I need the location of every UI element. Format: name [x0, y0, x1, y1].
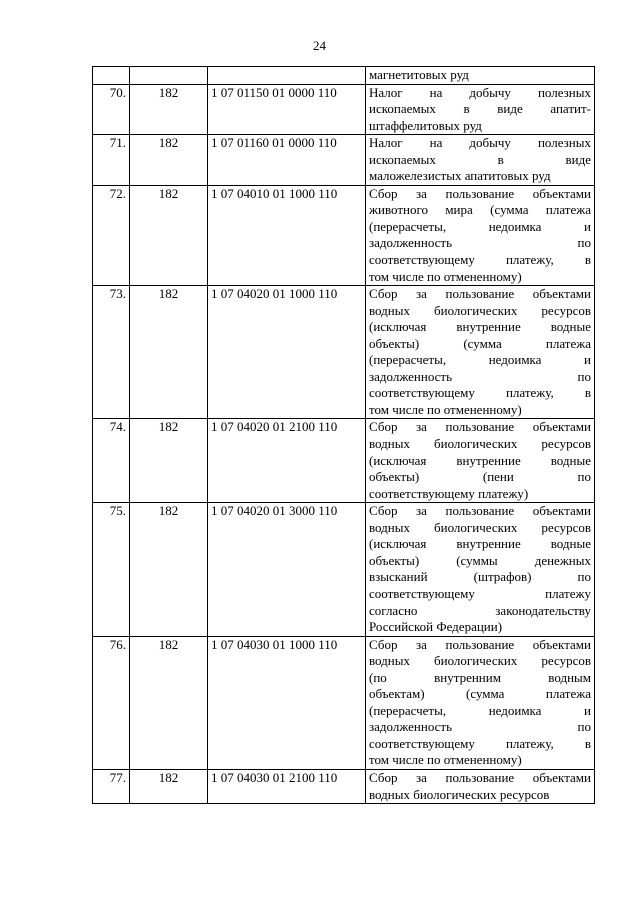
- page-number: 24: [313, 38, 326, 53]
- table-row: [93, 769, 595, 803]
- revenue-name-line: взысканий (штрафов) по: [369, 569, 591, 585]
- row-number: 73.: [93, 286, 130, 419]
- revenue-name-line: (перерасчеты, недоимка и: [369, 702, 591, 718]
- table-row: [93, 84, 595, 135]
- revenue-name: [366, 636, 595, 769]
- row-number: [93, 67, 130, 85]
- revenue-name-line: (по внутренним водным: [369, 669, 591, 685]
- revenue-name-line: объекты) (сумма платежа: [369, 335, 591, 351]
- budget-classification-code: 1 07 04020 01 2100 110: [208, 419, 366, 503]
- row-number: 70.: [93, 84, 130, 135]
- budget-classification-code: [208, 67, 366, 85]
- admin-code: 182: [130, 503, 208, 636]
- revenue-name-line: магнетитовых руд: [369, 67, 469, 82]
- budget-classification-code: 1 07 01150 01 0000 110: [208, 84, 366, 135]
- revenue-name-line: соответствующему платежу: [369, 585, 591, 601]
- revenue-name: [366, 769, 595, 803]
- admin-code: 182: [130, 769, 208, 803]
- revenue-name: [366, 419, 595, 503]
- revenue-name-line: Сбор за пользование объектами: [369, 286, 591, 302]
- revenue-name: [366, 185, 595, 285]
- budget-classification-code: 1 07 04020 01 3000 110: [208, 503, 366, 636]
- revenue-name-line: штаффелитовых руд: [369, 117, 482, 133]
- revenue-name-line: водных биологических ресурсов: [369, 519, 591, 535]
- revenue-name-line: (перерасчеты, недоимка и: [369, 218, 591, 234]
- revenue-name-line: водных биологических ресурсов: [369, 653, 591, 669]
- table-row: [93, 135, 595, 186]
- revenue-name-line: водных биологических ресурсов: [369, 436, 591, 452]
- budget-codes-table: [92, 66, 595, 804]
- revenue-name-line: объектам) (сумма платежа: [369, 686, 591, 702]
- row-number: 72.: [93, 185, 130, 285]
- budget-classification-code: 1 07 04020 01 1000 110: [208, 286, 366, 419]
- revenue-name: [366, 503, 595, 636]
- budget-classification-code: 1 07 04030 01 1000 110: [208, 636, 366, 769]
- revenue-name-line: соответствующему платежу, в: [369, 252, 591, 268]
- table-row: [93, 503, 595, 636]
- revenue-name: [366, 67, 595, 85]
- row-number: 75.: [93, 503, 130, 636]
- revenue-name-line: том числе по отмененному): [369, 268, 522, 284]
- table-row: [93, 419, 595, 503]
- revenue-name-line: объекты) (суммы денежных: [369, 552, 591, 568]
- revenue-name-line: соответствующему платежу): [369, 485, 529, 501]
- admin-code: [130, 67, 208, 85]
- revenue-name-line: Российской Федерации): [369, 619, 503, 635]
- admin-code: 182: [130, 135, 208, 186]
- revenue-name-line: Сбор за пользование объектами: [369, 503, 591, 519]
- admin-code: 182: [130, 419, 208, 503]
- revenue-name-line: Сбор за пользование объектами: [369, 769, 591, 785]
- admin-code: 182: [130, 185, 208, 285]
- revenue-name: [366, 135, 595, 186]
- revenue-name-line: ископаемых в виде апатит-: [369, 101, 591, 117]
- revenue-name-line: соответствующему платежу, в: [369, 735, 591, 751]
- revenue-name-line: водных биологических ресурсов: [369, 786, 550, 802]
- revenue-name-line: задолженность по: [369, 719, 591, 735]
- admin-code: 182: [130, 636, 208, 769]
- row-number: 76.: [93, 636, 130, 769]
- revenue-name-line: ископаемых в виде: [369, 151, 591, 167]
- revenue-name-line: Налог на добычу полезных: [369, 84, 591, 100]
- revenue-name: [366, 286, 595, 419]
- revenue-name-line: задолженность по: [369, 368, 591, 384]
- revenue-name-line: водных биологических ресурсов: [369, 302, 591, 318]
- revenue-name-line: согласно законодательству: [369, 602, 591, 618]
- revenue-name-line: Сбор за пользование объектами: [369, 185, 591, 201]
- table-row: [93, 185, 595, 285]
- row-number: 74.: [93, 419, 130, 503]
- table-row: [93, 286, 595, 419]
- revenue-name-line: (перерасчеты, недоимка и: [369, 352, 591, 368]
- budget-classification-code: 1 07 04030 01 2100 110: [208, 769, 366, 803]
- revenue-name-line: объекты) (пени по: [369, 469, 591, 485]
- admin-code: 182: [130, 286, 208, 419]
- revenue-name-line: (исключая внутренние водные: [369, 536, 591, 552]
- revenue-name-line: Сбор за пользование объектами: [369, 636, 591, 652]
- table-row: [93, 636, 595, 769]
- table-row: [93, 67, 595, 85]
- revenue-name-line: (исключая внутренние водные: [369, 452, 591, 468]
- row-number: 77.: [93, 769, 130, 803]
- revenue-name-line: (исключая внутренние водные: [369, 319, 591, 335]
- revenue-name-line: Налог на добычу полезных: [369, 135, 591, 151]
- revenue-name-line: животного мира (сумма платежа: [369, 202, 591, 218]
- revenue-name-line: том числе по отмененному): [369, 752, 522, 768]
- revenue-name: [366, 84, 595, 135]
- revenue-name-line: Сбор за пользование объектами: [369, 419, 591, 435]
- admin-code: 182: [130, 84, 208, 135]
- revenue-name-line: маложелезистых апатитовых руд: [369, 168, 551, 184]
- budget-classification-code: 1 07 01160 01 0000 110: [208, 135, 366, 186]
- budget-classification-code: 1 07 04010 01 1000 110: [208, 185, 366, 285]
- table-body: [93, 67, 595, 804]
- revenue-name-line: задолженность по: [369, 235, 591, 251]
- row-number: 71.: [93, 135, 130, 186]
- revenue-name-line: соответствующему платежу, в: [369, 385, 591, 401]
- revenue-name-line: том числе по отмененному): [369, 401, 522, 417]
